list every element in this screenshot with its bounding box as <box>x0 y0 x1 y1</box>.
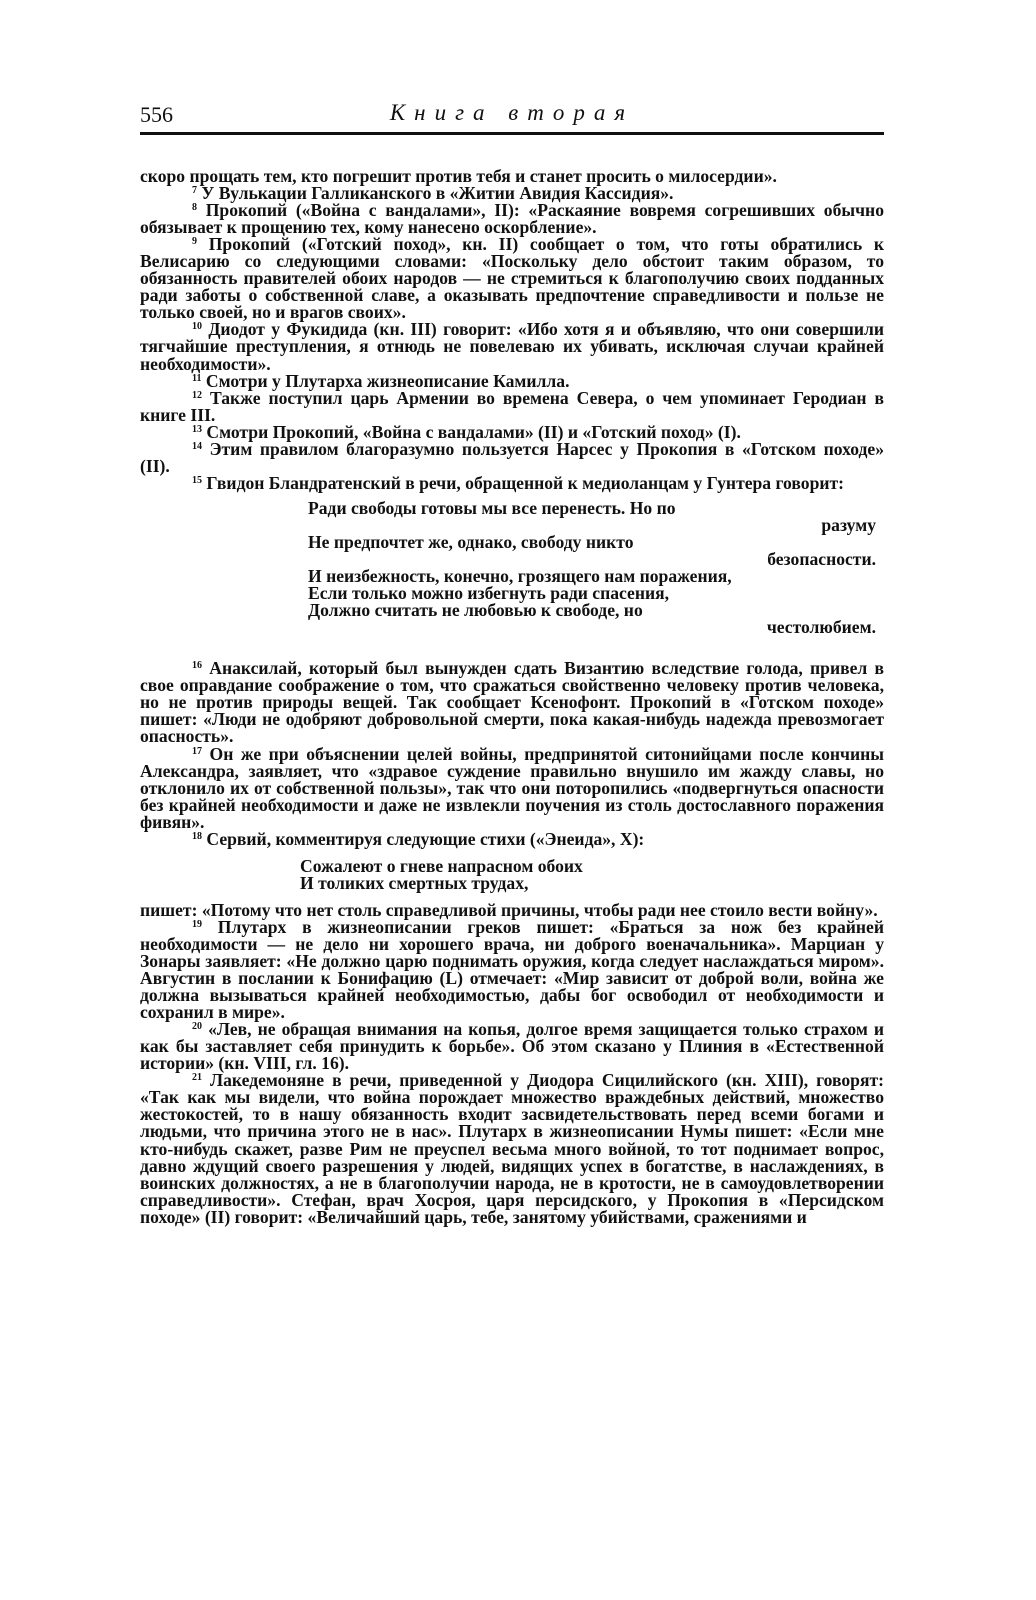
verse-quote-aeneid <box>300 855 884 893</box>
note-number: 9 <box>192 236 197 248</box>
note-number: 12 <box>192 389 202 401</box>
note-20 <box>140 1021 884 1072</box>
verse-line: И толиких смертных трудах, <box>300 872 529 893</box>
note-8 <box>140 202 884 236</box>
verse-quote-guntherus <box>308 497 876 638</box>
verse-line: И неизбежность, конечно, грозящего нам поражения, <box>308 566 732 587</box>
note-number: 20 <box>192 1021 202 1033</box>
note-text: У Вулькации Галликанского в «Житии Авидия Кассидия». <box>201 183 674 204</box>
page-header <box>140 94 884 134</box>
note-text: Прокопий («Война с вандалами», II): «Раскаяние вовремя согрешивших обычно обязывает к прощению тех, кому нанесено оскорбление». <box>140 200 884 238</box>
note-18 <box>140 828 884 849</box>
note-21 <box>140 1072 884 1225</box>
note-text: Также поступил царь Армении во времена Севера, о чем упоминает Геродиан в книге III. <box>140 387 884 425</box>
note-text: «Лев, не обращая внимания на копья, долгое время защищается только страхом и как бы заставляет себя принудить к борьбе». Об этом сказано у Плиния в «Естественной истории» (кн. VIII, гл. 16). <box>140 1019 884 1074</box>
note-number: 15 <box>192 474 202 486</box>
note-text: Диодот у Фукидида (кн. III) говорит: «Ибо хотя я и объявляю, что они совершили тягчайшие преступления, я отнюдь не повелеваю их убивать, исключая случаи крайней необходимости». <box>140 319 885 374</box>
note-17 <box>140 743 884 832</box>
note-number: 7 <box>192 185 197 197</box>
running-title: Книга вторая <box>389 100 635 125</box>
note-16 <box>140 660 884 745</box>
note-text: Гвидон Бландратенский в речи, обращенной к медиоланцам у Гунтера говорит: <box>206 472 845 493</box>
note-12 <box>140 387 884 425</box>
verse-line: Ради свободы готовы мы все перенесть. Но по разуму <box>308 497 876 535</box>
note-text: Сервий, комментируя следующие стихи («Энеида», X): <box>206 828 645 849</box>
page-number: 556 <box>140 102 173 127</box>
note-number: 17 <box>192 745 202 757</box>
note-number: 13 <box>192 423 202 435</box>
note-number: 19 <box>192 918 202 930</box>
note-text: Плутарх в жизнеописании греков пишет: «Браться за нож без крайней необходимости — не дело ни хорошего врача, ни доброго военачальника». Марциан у Зонары заявляет: «Не должно царю поднимать оружия, когда следует наслаждаться миром». Августин в послании к Бонифацию (L) отмечает: «Мир зависит от доброй воли, война же должна вызываться крайней необходимостью, дабы бог освободил от необходимости и сохранил в мире». <box>140 916 884 1023</box>
note-number: 21 <box>192 1072 202 1084</box>
note-text: Смотри Прокопий, «Война с вандалами» (II) и «Готский поход» (I). <box>206 421 741 442</box>
note-number: 11 <box>192 372 202 384</box>
note-10 <box>140 321 884 372</box>
note-number: 8 <box>192 202 197 214</box>
note-9 <box>140 236 884 321</box>
note-number: 14 <box>192 440 202 452</box>
verse-line: Если только можно избегнуть ради спасения, <box>308 583 670 604</box>
note-number: 10 <box>192 321 202 333</box>
note-number: 18 <box>192 830 202 842</box>
header-rule <box>140 132 884 135</box>
note-14 <box>140 438 884 476</box>
verse-line: Не предпочтет же, однако, свободу никто безопасности. <box>308 531 876 570</box>
note-text: Прокопий («Готский поход», кн. II) сообщает о том, что готы обратились к Велисарию со следующими словами: «Поскольку дело обстоит таким образом, то обязанность правителей обоих народов — не стремиться к благополучию своих подданных ради заботы о собственной славе, а оказывать предпочтение справедливости и пользе не только своей, но и врагов своих». <box>140 234 884 323</box>
verse-line: Должно считать не любовью к свободе, но честолюбием. <box>308 600 876 638</box>
note-19 <box>140 916 884 1023</box>
verse-line: Сожалеют о гневе напрасном обоих <box>300 855 583 876</box>
note-text: Смотри у Плутарха жизнеописание Камилла. <box>205 370 570 391</box>
note-number: 16 <box>192 660 202 672</box>
note-18-continuation: пишет: «Потому что нет столь справедливой причины, чтобы ради нее стоило вести войну». <box>140 899 878 920</box>
note-text: Анаксилай, который был вынужден сдать Византию вследствие голода, привел в свое оправдание соображение о том, что сражаться свойственно человеку против человека, но не против природы вещей. Так сообщает Ксенофонт. Прокопий в «Готском походе» пишет: «Люди не одобряют добровольной смерти, пока какая-нибудь надежда превозмогает опасность». <box>140 658 884 747</box>
note-text: Он же при объяснении целей войны, предпринятой ситонийцами после кончины Александра, заявляет, что «здравое суждение правильно внушило им жажду славы, но отклонило их от собственной пользы», так что они поторопились «подвергнуться опасности без крайней необходимости и даже не извлекли поучения из столь достославного поражения фивян». <box>140 743 884 832</box>
note-text: Этим правилом благоразумно пользуется Нарсес у Прокопия в «Готском походе» (II). <box>140 438 884 476</box>
note-6-continuation: скоро прощать тем, кто погрешит против тебя и станет просить о милосердии». <box>140 166 777 186</box>
note-15 <box>140 472 884 493</box>
notes-body <box>140 168 884 1226</box>
note-text: Лакедемоняне в речи, приведенной у Диодора Сицилийского (кн. XIII), говорят: «Так как мы видели, что война порождает множество враждебных действий, множество жестокостей, то в нашу обязанность входит засвидетельствовать перед всеми богами и людьми, что причина этого не в нас». Плутарх в жизнеописании Нумы пишет: «Если мне кто-нибудь скажет, разве Рим не преуспел весьма много войной, то тот поднимает вопрос, давно ждущий своего разрешения у людей, видящих успех в богатстве, в наслаждениях, в воинских должностях, а не в благополучии народа, не в кротости, не в самоудовлетворении справедливости». Стефан, врач Хосроя, царя персидского, у Прокопия в «Персидском походе» (II) говорит: «Величайший царь, тебе, занятому убийствами, сражениями и <box>140 1070 884 1227</box>
